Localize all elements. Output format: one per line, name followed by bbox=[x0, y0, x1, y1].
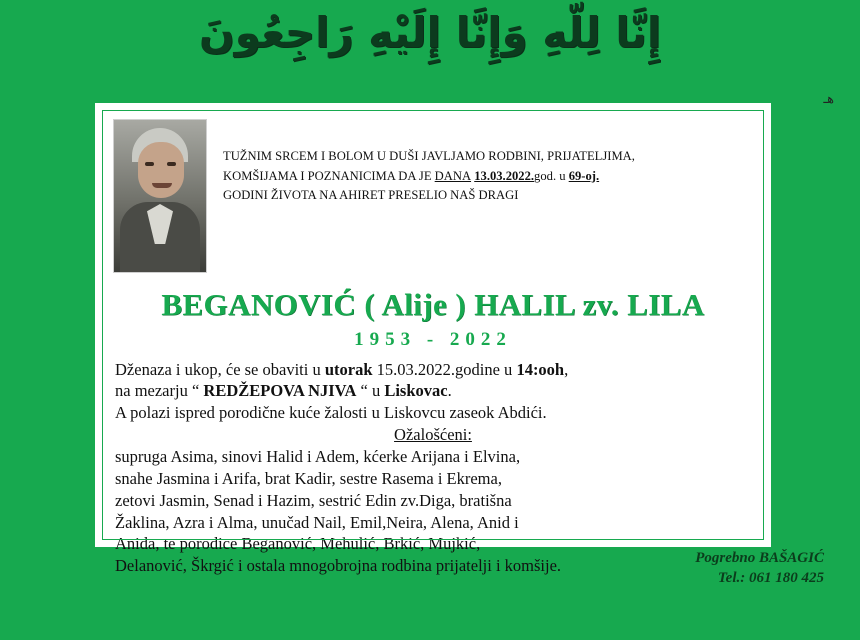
mourners-heading: Ožalošćeni: bbox=[394, 425, 472, 445]
funeral-line-1-c: , bbox=[564, 360, 569, 379]
portrait-face bbox=[138, 142, 184, 198]
life-years: 1953 - 2022 bbox=[354, 329, 512, 350]
announcement-intro bbox=[207, 119, 755, 206]
mourners-list bbox=[107, 446, 759, 577]
mourners-line: supruga Asima, sinovi Halid i Adem, kćerke Arijana i Elvina, bbox=[115, 447, 521, 467]
portrait-eye-left bbox=[145, 162, 154, 166]
intro-line-2-part-a: KOMŠIJAMA I POZNANICIMA DA JE bbox=[223, 168, 435, 183]
funeral-line-1-b: 15.03.2022.godine u bbox=[372, 360, 517, 379]
funeral-details bbox=[107, 359, 759, 423]
death-date: 13.03.2022. bbox=[474, 168, 535, 183]
funeral-line-2-b: “ u bbox=[356, 381, 385, 401]
funeral-day: utorak bbox=[324, 360, 373, 379]
cemetery-place: Liskovac bbox=[384, 381, 448, 401]
mourners-line: Anida, te porodice Beganović, Mehulić, Brkić, Mujkić, bbox=[115, 534, 481, 554]
mourners-line: zetovi Jasmin, Senad i Hazim, sestrić Edin zv.Diga, bratišna bbox=[115, 490, 512, 510]
age-value: 69-oj. bbox=[568, 168, 600, 183]
mourners-line: Delanović, Škrgić i ostala mnogobrojna rodbina prijatelji i komšije. bbox=[115, 556, 562, 576]
arabic-calligraphy-header: إِنَّا لِلّهِ وَإِنَّا إِلَيْهِ رَاجِعُونَ bbox=[198, 8, 662, 57]
deceased-name: BEGANOVIĆ ( Alije ) HALIL zv. LILA bbox=[161, 287, 705, 322]
funeral-line-2 bbox=[115, 380, 751, 401]
funeral-home-phone: Tel.: 061 180 425 bbox=[717, 569, 824, 586]
arabic-small-mark: هـ bbox=[823, 92, 834, 107]
mourners-line: snahe Jasmina i Arifa, brat Kadir, sestre Rasema i Ekrema, bbox=[115, 469, 502, 489]
funeral-home-name: Pogrebno BAŠAGIĆ bbox=[695, 549, 824, 566]
funeral-line-1 bbox=[115, 359, 751, 380]
portrait-eye-right bbox=[167, 162, 176, 166]
intro-line-1: TUŽNIM SRCEM I BOLOM U DUŠI JAVLJAMO RODBINI, PRIJATELJIMA, bbox=[223, 149, 635, 163]
deceased-portrait-photo bbox=[113, 119, 207, 273]
funeral-line-1-a: Dženaza i ukop, će se obaviti u bbox=[115, 360, 325, 379]
intro-line-2-part-b: god. u bbox=[534, 168, 569, 183]
funeral-line-2-c: . bbox=[447, 381, 452, 401]
mourners-line: Žaklina, Azra i Alma, unučad Nail, Emil,Neira, Alena, Anid i bbox=[115, 512, 519, 532]
intro-line-3: GODINI ŽIVOTA NA AHIRET PRESELIO NAŠ DRAGI bbox=[223, 188, 519, 203]
portrait-mouth bbox=[152, 183, 172, 188]
funeral-time: 14:ooh bbox=[516, 360, 565, 379]
intro-line-2 bbox=[223, 167, 749, 187]
funeral-line-2-a: na mezarju “ bbox=[115, 381, 204, 401]
intro-dana-word: DANA bbox=[434, 168, 472, 183]
funeral-home-signature bbox=[695, 548, 824, 589]
photo-and-intro-row bbox=[107, 113, 759, 273]
funeral-line-3: A polazi ispred porodične kuće žalosti u Liskovcu zaseok Abdići. bbox=[115, 402, 547, 422]
cemetery-name: REDŽEPOVA NJIVA bbox=[203, 381, 357, 401]
